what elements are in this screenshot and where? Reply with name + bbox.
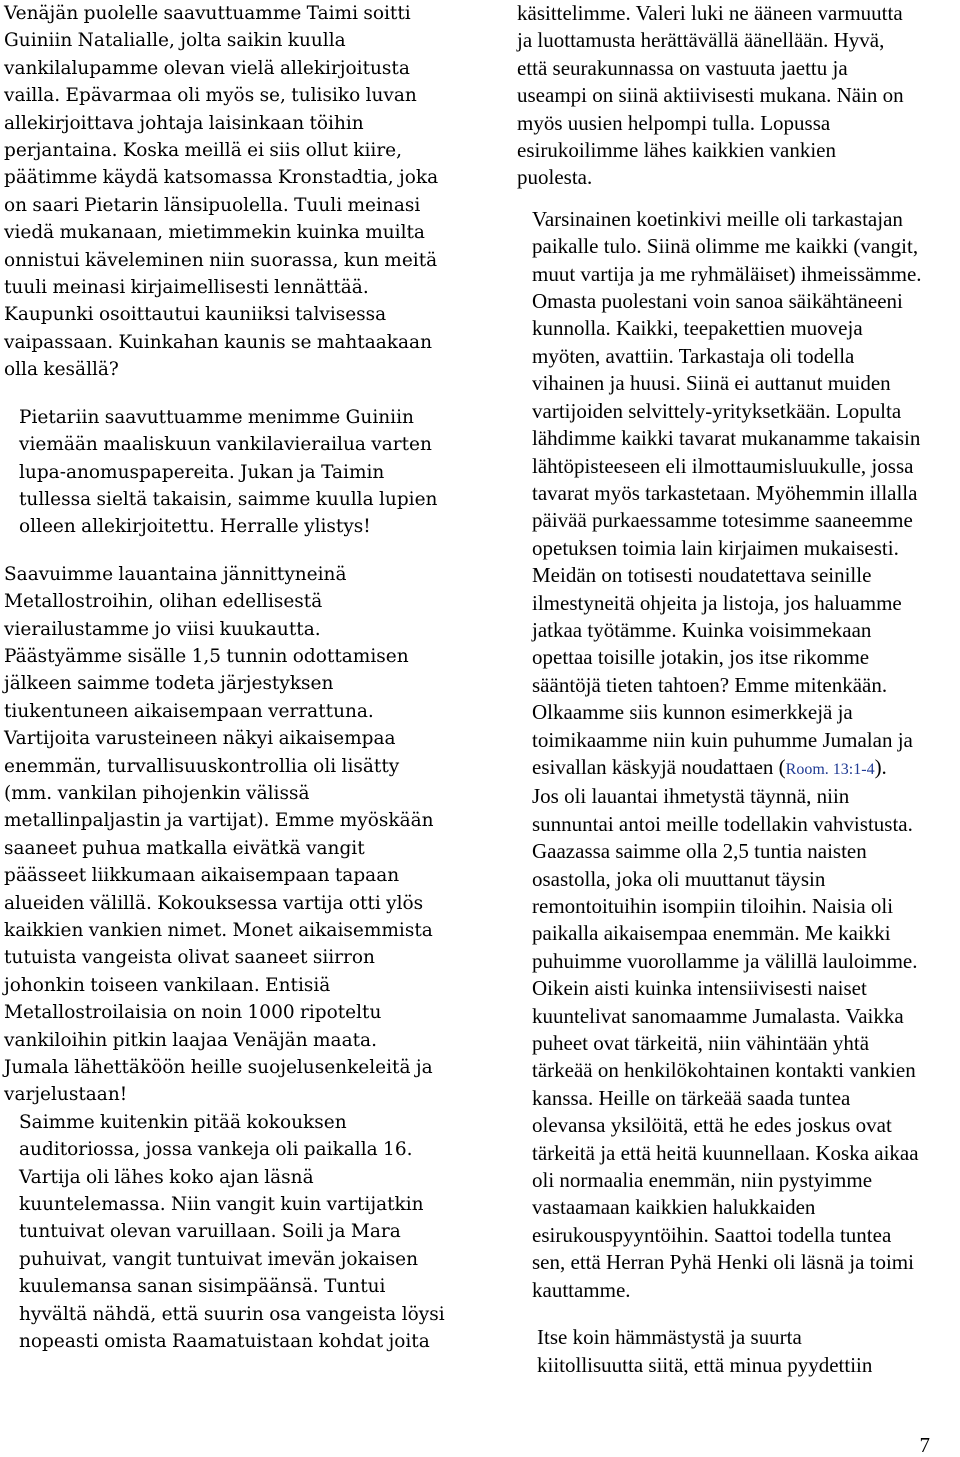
text-line: on saari Pietarin länsipuolella. Tuuli meinasi	[4, 194, 421, 216]
text-line: Meidän on totisesti noudatettava seinille	[532, 563, 872, 588]
text-fragment: esivallan käskyjä noudattaen (	[532, 754, 786, 779]
text-line: esirukoilimme lähes kaikkien vankien	[517, 138, 836, 163]
text-line: jälkeen saimme todeta järjestyksen	[4, 673, 334, 695]
text-line: myöten, avattiin. Tarkastaja oli todella	[532, 343, 855, 368]
text-line: onnistui käveleminen niin suorassa, kun meitä	[4, 249, 438, 271]
text-line: Itse koin hämmästystä ja suurta	[537, 1325, 802, 1350]
text-line: päätimme käydä katsomassa Kronstadtia, joka	[4, 167, 439, 189]
text-line: vaipassaan. Kuinkahan kaunis se mahtaakaan	[4, 331, 432, 353]
text-line: opetuksen toimia lain kirjaimen mukaisesti.	[532, 535, 899, 560]
text-line: alueiden välillä. Kokouksessa vartija otti ylös	[4, 892, 424, 914]
text-line: puhuivat, vangit tuntuivat imevän jokaisen	[19, 1248, 419, 1270]
text-line: puheet ovat tärkeitä, niin vähintään yhtä	[532, 1031, 870, 1056]
text-line: vankilalupamme olevan vielä allekirjoitusta	[4, 57, 410, 79]
text-line: sen, että Herran Pyhä Henki oli läsnä ja toimi	[532, 1250, 914, 1275]
bible-reference-link[interactable]: Room. 13:1-4	[785, 760, 875, 778]
text-line: nopeasti omista Raamatuistaan kohdat joita	[19, 1331, 430, 1353]
text-line: tutuista vangeista olivat saaneet siirron	[4, 947, 375, 969]
text-line: tiukentuneen aikaisempaan verrattuna.	[4, 700, 374, 722]
text-line: esirukouspyyntöihin. Saattoi todella tuntea	[532, 1222, 892, 1247]
text-line: lähtöpisteeseen eli ilmottaumisluukulle, jossa	[532, 453, 914, 478]
text-line: Saavuimme lauantaina jännittyneinä	[4, 563, 347, 585]
text-line: ilmestyneitä ohjeita ja listoja, jos haluamme	[532, 590, 902, 615]
text-line: Jos oli lauantai ihmetystä täynnä, niin	[532, 784, 850, 809]
text-line: lupa-anomuspapereita. Jukan ja Taimin	[19, 461, 385, 483]
text-line: remontoituihin isompiin tiloihin. Naisia oli	[532, 894, 894, 918]
text-line: kunnolla. Kaikki, teepakettien muoveja	[532, 316, 863, 341]
text-line: jatkaa työtämme. Kuinka voisimmekaan	[532, 617, 872, 642]
text-line: vihainen ja huusi. Siinä ei auttanut muiden	[532, 371, 891, 396]
text-line: (mm. vankilan pihojenkin välissä	[4, 782, 310, 804]
right-column	[517, 0, 960, 1379]
paragraph-kronstadt	[4, 0, 452, 384]
text-line: Metallostroihin, olihan edellisestä	[4, 591, 323, 613]
text-line: ja luottamusta herättävällä äänellään. Hyvä,	[517, 28, 885, 53]
text-line: vastaamaan kaikkien halukkaiden	[532, 1195, 816, 1220]
text-line: Oikein aisti kuinka intensiivisesti naiset	[532, 976, 867, 1001]
text-line: muut vartija ja me ryhmäläiset) ihmeissämme.	[532, 261, 922, 286]
paragraph-inspector	[517, 206, 960, 1304]
text-line: vierailustamme jo viisi kuukautta.	[4, 618, 321, 640]
text-line: päivää purkaessamme totesimme saaneemme	[532, 508, 913, 533]
text-line: Varsinainen koetinkivi meille oli tarkastajan	[532, 206, 903, 231]
text-line: opettaa toisille jotakin, jos itse rikomme	[532, 645, 870, 670]
text-line: viemään maaliskuun vankilavierailua varten	[19, 434, 432, 456]
paragraph-valeri-reading	[517, 0, 960, 192]
text-line: päässeet liikkumaan aikaisempaan tapaan	[4, 865, 400, 887]
text-line: hyvältä nähdä, että suurin osa vangeista löysi	[19, 1303, 445, 1325]
text-line: metallinpaljastin ja vartijat). Emme myöskään	[4, 810, 434, 832]
text-line: Venäjän puolelle saavuttuamme Taimi soitti	[4, 3, 411, 24]
text-line: useampi on siinä aktiivisesti mukana. Näin on	[517, 83, 904, 108]
text-line: Vartijoita varusteineen näkyi aikaisempaa	[4, 728, 396, 750]
text-line: kauttamme.	[532, 1277, 631, 1302]
text-line: tuuli meinasi kirjaimellisesti lennättää.	[4, 277, 369, 299]
left-column	[4, 0, 452, 1356]
text-line: puhuimme vuorollamme ja välillä lauloimme.	[532, 948, 918, 973]
paragraph-metallostroi-visit	[4, 561, 452, 1109]
text-line: allekirjoittava johtaja laisinkaan töihin	[4, 112, 364, 134]
text-line: lähdimme kaikki tavarat mukanamme takaisin	[532, 426, 921, 451]
text-line: Jumala lähettäköön heille suojelusenkeleitä ja	[4, 1057, 433, 1079]
text-line: käsittelimme. Valeri luki ne ääneen varmuutta	[517, 1, 903, 25]
text-line: kiitollisuutta siitä, että minua pyydettiin	[537, 1352, 873, 1377]
text-line: perjantaina. Koska meillä ei siis ollut kiire,	[4, 140, 402, 162]
text-line: sääntöjä tieten tahtoen? Emme mitenkään.	[532, 672, 888, 697]
text-line: oli normaalia enemmän, niin pystyimme	[532, 1168, 873, 1193]
text-line: kuuntelivat sanomaamme Jumalasta. Vaikka	[532, 1003, 904, 1028]
text-line: vankiloihin pitkin laajaa Venäjän maata.	[4, 1029, 377, 1051]
text-line: saaneet puhua matkalla eivätkä vangit	[4, 837, 365, 859]
text-line: Pietariin saavuttuamme menimme Guiniin	[19, 406, 414, 428]
text-line: auditoriossa, jossa vankeja oli paikalla 16.	[19, 1139, 413, 1161]
text-line: enemmän, turvallisuuskontrollia oli lisätty	[4, 755, 400, 777]
text-line: Omasta puolestani voin sanoa säikähtäneeni	[532, 289, 903, 314]
text-line: osastolla, joka oli muuttanut täysin	[532, 866, 826, 891]
text-line: Saimme kuitenkin pitää kokouksen	[19, 1111, 347, 1133]
text-line: puolesta.	[517, 165, 593, 190]
text-line: tärkeitä ja että heitä kuunnellaan. Koska aikaa	[532, 1140, 919, 1165]
page-number: 7	[919, 1433, 930, 1457]
text-line: viedä mukanaan, mietimmekin kuinka muilta	[4, 222, 425, 244]
text-line: varjelustaan!	[4, 1084, 128, 1106]
text-line: Olkaamme siis kunnon esimerkkejä ja	[532, 700, 853, 725]
text-line: paikalla aikaisempaa enemmän. Me kaikki	[532, 921, 891, 946]
paragraph-permit-papers	[4, 404, 452, 541]
text-line: tavarat myös tarkastetaan. Myöhemmin illalla	[532, 480, 918, 505]
text-line: Kaupunki osoittautui kauniiksi talvisessa	[4, 304, 387, 326]
text-line: paikalle tulo. Siinä olimme me kaikki (vangit,	[532, 234, 919, 259]
text-line-with-reference	[517, 754, 960, 783]
text-line: tärkeää on henkilökohtainen kontakti vankien	[532, 1058, 916, 1083]
text-line: Gaazassa saimme olla 2,5 tuntia naisten	[532, 839, 867, 864]
text-line: vailla. Epävarmaa oli myös se, tulisiko luvan	[4, 85, 417, 107]
text-line: kanssa. Heille on tärkeää saada tuntea	[532, 1085, 851, 1110]
text-line: tullessa sieltä takaisin, saimme kuulla lupien	[19, 488, 438, 510]
text-line: tuntuivat olevan varuillaan. Soili ja Mara	[19, 1221, 401, 1243]
paragraph-meeting	[4, 1109, 452, 1356]
text-line: Vartija oli lähes koko ajan läsnä	[19, 1166, 314, 1188]
paragraph-gratitude	[517, 1324, 960, 1379]
text-line: vartijoiden selvittely-yrityksetkään. Lopulta	[532, 398, 902, 423]
text-line: sunnuntai antoi meille todellakin vahvistusta.	[532, 811, 913, 836]
text-line: kuuntelemassa. Niin vangit kuin vartijatkin	[19, 1194, 424, 1216]
text-line: olla kesällä?	[4, 359, 119, 381]
text-line: Päästyämme sisälle 1,5 tunnin odottamisen	[4, 645, 409, 667]
text-line: myös uusien helpompi tulla. Lopussa	[517, 110, 831, 135]
text-line: kaikkien vankien nimet. Monet aikaisemmista	[4, 920, 433, 941]
text-line: Guiniin Natalialle, jolta saikin kuulla	[4, 30, 346, 52]
text-line: Metallostroilaisia on noin 1000 ripoteltu	[4, 1002, 382, 1024]
text-fragment: ).	[874, 754, 887, 779]
text-line: kuulemansa sanan sisimpäänsä. Tuntui	[19, 1276, 386, 1298]
text-line: johonkin toiseen vankilaan. Entisiä	[4, 974, 331, 996]
text-line: että seurakunnassa on vastuuta jaettu ja	[517, 55, 848, 80]
text-line: toimikaamme niin kuin puhumme Jumalan ja	[532, 727, 913, 752]
text-line: olleen allekirjoitettu. Herralle ylistys!	[19, 516, 371, 538]
text-line: olevansa yksilöitä, että he edes joskus ovat	[532, 1113, 892, 1138]
